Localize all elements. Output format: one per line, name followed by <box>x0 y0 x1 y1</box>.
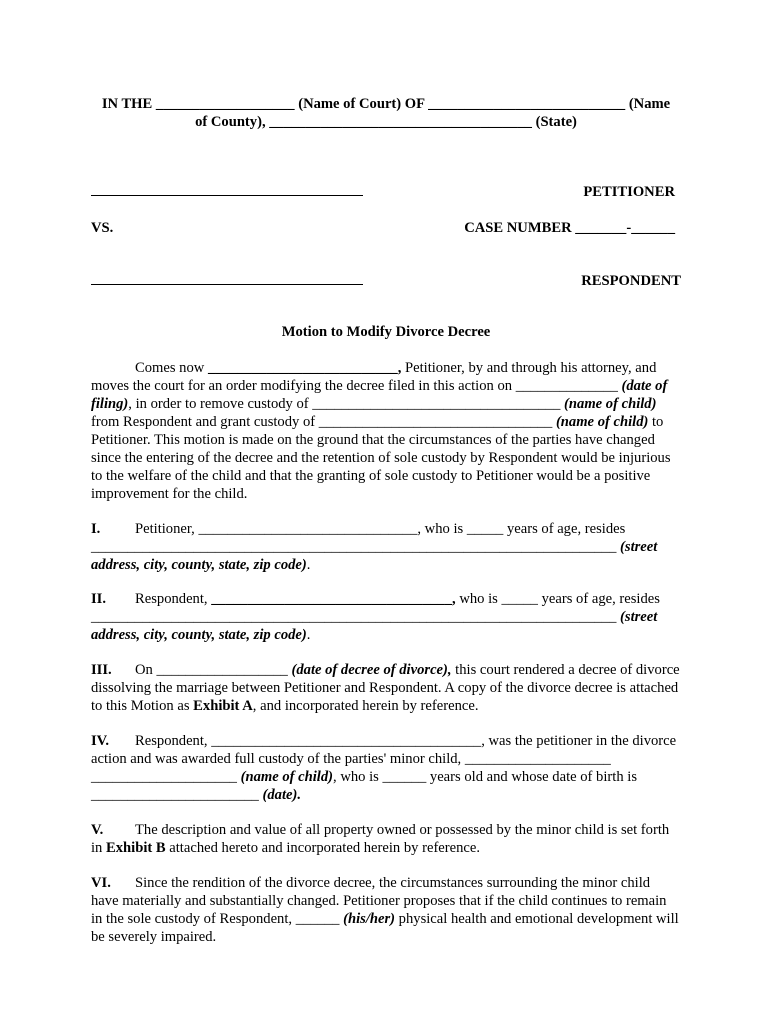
section-4-date-hint: (date). <box>262 787 301 803</box>
section-2-number: II. <box>91 591 107 607</box>
section-3-date-hint: (date of decree of divorce), <box>291 662 452 678</box>
section-1 <box>91 520 681 574</box>
section-6 <box>91 874 681 946</box>
section-4-child-hint: (name of child) <box>240 769 334 785</box>
intro-text-1: Comes now <box>135 360 208 376</box>
section-3 <box>91 661 681 715</box>
intro-name-of-child-2: (name of child) <box>555 414 649 430</box>
document-title: Motion to Modify Divorce Decree <box>281 324 491 340</box>
section-6-text-1: Since the rendition of the divorce decree, the circumstances surrounding the minor child have materially and substantially changed. Petitioner proposes that if the child continues to remain in the sole custody of Respondent, ______ <box>91 875 667 927</box>
section-6-number: VI. <box>91 875 111 891</box>
section-2-address-hint: (street address, city, county, state, zip code) <box>91 609 658 643</box>
court-heading-line2: of County), ____________________________________ (State) <box>195 114 577 130</box>
section-3-text-3: , and incorporated herein by reference. <box>252 698 479 714</box>
intro-date-of-filing: (date of filing) <box>91 378 668 412</box>
intro-petitioner-blank: __________________________, <box>207 360 402 376</box>
section-2 <box>91 590 681 644</box>
section-5 <box>91 821 681 857</box>
section-5-text-1: The description and value of all property owned or possessed by the minor child is set forth in <box>91 822 670 856</box>
petitioner-row <box>91 183 681 201</box>
court-heading <box>91 95 681 131</box>
intro-text-5: to Petitioner. This motion is made on the ground that the circumstances of the parties have changed since the entering of the decree and the retention of sole custody by Respondent would be injurious to the welfare of the child and that the granting of sole custody to Petitioner would be a positive improvement for the child. <box>91 414 671 502</box>
section-5-text-2: attached hereto and incorporated herein by reference. <box>165 840 481 856</box>
intro-text-3: , in order to remove custody of __________________________________ <box>128 396 565 412</box>
section-6-pronoun-hint: (his/her) <box>343 911 396 927</box>
section-1-address-hint: (street address, city, county, state, zip code) <box>91 539 658 573</box>
court-heading-line1: IN THE ___________________ (Name of Court) OF ___________________________ (Name <box>101 96 671 112</box>
section-5-number: V. <box>91 822 104 838</box>
section-4 <box>91 732 681 804</box>
section-2-text-2: who is _____ years of age, resides ________________________________________________________________________ <box>91 591 660 625</box>
respondent-label: RESPONDENT <box>581 273 681 289</box>
section-2-text-1: Respondent, <box>135 591 212 607</box>
case-number-label: CASE NUMBER _______-______ <box>464 220 675 236</box>
vs-label: VS. <box>91 220 114 236</box>
intro-name-of-child-1: (name of child) <box>564 396 657 412</box>
intro-text-2: Petitioner, by and through his attorney, and moves the court for an order modifying the decree filed in this action on ______________ <box>91 360 657 394</box>
section-3-number: III. <box>91 662 112 678</box>
intro-paragraph <box>91 359 681 503</box>
section-3-exhibit-a: Exhibit A <box>193 698 253 714</box>
section-4-number: IV. <box>91 733 109 749</box>
petitioner-label: PETITIONER <box>583 184 675 200</box>
section-1-text: Petitioner, ______________________________, who is _____ years of age, resides ________________________________________________________________________ <box>91 521 626 555</box>
petitioner-signature-line[interactable] <box>91 183 363 196</box>
respondent-row <box>91 272 681 290</box>
section-4-text-2: , who is ______ years old and whose date of birth is _______________________ <box>91 769 638 803</box>
section-3-text-1: On __________________ <box>135 662 292 678</box>
section-2-respondent-blank: _________________________________, <box>211 591 456 607</box>
document-page <box>91 95 681 946</box>
section-2-end: . <box>306 627 311 643</box>
section-6-text-2: physical health and emotional development will be severely impaired. <box>91 911 679 945</box>
section-4-text-1: Respondent, _____________________________________, was the petitioner in the divorce action and was awarded full custody of the parties' minor child, ____________________ ____________________ <box>91 733 677 785</box>
respondent-signature-line[interactable] <box>91 272 363 285</box>
section-1-number: I. <box>91 521 101 537</box>
section-5-exhibit-b: Exhibit B <box>106 840 166 856</box>
section-3-text-2: this court rendered a decree of divorce dissolving the marriage between Petitioner and Respondent. A copy of the divorce decree is attached to this Motion as <box>91 662 680 714</box>
versus-row <box>91 219 681 237</box>
section-1-end: . <box>306 557 311 573</box>
intro-text-4: from Respondent and grant custody of ________________________________ <box>91 414 556 430</box>
